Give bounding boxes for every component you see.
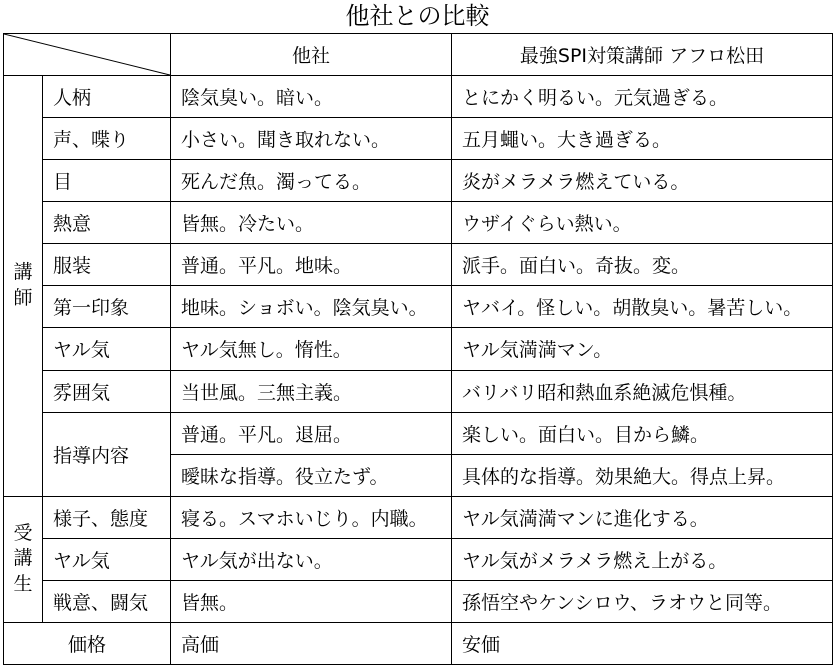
group-label-instructor: 講 師 xyxy=(4,76,43,497)
price-competitor: 高価 xyxy=(171,622,452,664)
table-row xyxy=(4,76,833,118)
us-cell: 五月蠅い。大き過ぎる。 xyxy=(452,118,833,160)
competitor-cell: 当世風。三無主義。 xyxy=(171,370,452,412)
competitor-cell: 陰気臭い。暗い。 xyxy=(171,76,452,118)
us-cell: とにかく明るい。元気過ぎる。 xyxy=(452,76,833,118)
us-cell: 派手。面白い。奇抜。変。 xyxy=(452,244,833,286)
us-cell: ヤバイ。怪しい。胡散臭い。暑苦しい。 xyxy=(452,286,833,328)
price-row xyxy=(4,622,833,664)
table-row xyxy=(4,328,833,370)
row-label: 戦意、闘気 xyxy=(43,580,171,622)
row-label: ヤル気 xyxy=(43,328,171,370)
diagonal-line xyxy=(4,34,170,75)
competitor-cell: ヤル気が出ない。 xyxy=(171,538,452,580)
competitor-cell: 寝る。スマホいじり。内職。 xyxy=(171,496,452,538)
column-header-competitor: 他社 xyxy=(171,34,452,76)
us-cell: 孫悟空やケンシロウ、ラオウと同等。 xyxy=(452,580,833,622)
us-cell: 具体的な指導。効果絶大。得点上昇。 xyxy=(452,454,833,496)
us-cell: ヤル気がメラメラ燃え上がる。 xyxy=(452,538,833,580)
price-us: 安価 xyxy=(452,622,833,664)
us-cell: ヤル気満満マンに進化する。 xyxy=(452,496,833,538)
table-row xyxy=(4,580,833,622)
table-row xyxy=(4,118,833,160)
corner-cell xyxy=(4,34,171,76)
us-cell: ヤル気満満マン。 xyxy=(452,328,833,370)
price-label: 価格 xyxy=(4,622,171,664)
table-row xyxy=(4,286,833,328)
competitor-cell: 普通。平凡。退屈。 xyxy=(171,412,452,454)
row-label: 服装 xyxy=(43,244,171,286)
table-row xyxy=(4,496,833,538)
us-cell: 楽しい。面白い。目から鱗。 xyxy=(452,412,833,454)
us-cell: 炎がメラメラ燃えている。 xyxy=(452,160,833,202)
comparison-table xyxy=(3,33,833,665)
group-label-students: 受 講 生 xyxy=(4,496,43,622)
us-cell: バリバリ昭和熱血系絶滅危惧種。 xyxy=(452,370,833,412)
row-label: 指導内容 xyxy=(43,412,171,496)
table-row xyxy=(4,370,833,412)
competitor-cell: ヤル気無し。惰性。 xyxy=(171,328,452,370)
row-label: 熱意 xyxy=(43,202,171,244)
competitor-cell: 地味。ショボい。陰気臭い。 xyxy=(171,286,452,328)
row-label: 様子、態度 xyxy=(43,496,171,538)
row-label: 声、喋り xyxy=(43,118,171,160)
us-cell: ウザイぐらい熱い。 xyxy=(452,202,833,244)
table-row xyxy=(4,244,833,286)
competitor-cell: 皆無。冷たい。 xyxy=(171,202,452,244)
row-label: 目 xyxy=(43,160,171,202)
table-row xyxy=(4,538,833,580)
competitor-cell: 普通。平凡。地味。 xyxy=(171,244,452,286)
row-label: ヤル気 xyxy=(43,538,171,580)
table-row xyxy=(4,412,833,454)
competitor-cell: 死んだ魚。濁ってる。 xyxy=(171,160,452,202)
row-label: 雰囲気 xyxy=(43,370,171,412)
table-row xyxy=(4,160,833,202)
row-label: 第一印象 xyxy=(43,286,171,328)
table-row xyxy=(4,202,833,244)
row-label: 人柄 xyxy=(43,76,171,118)
column-header-us: 最強SPI対策講師 アフロ松田 xyxy=(452,34,833,76)
competitor-cell: 小さい。聞き取れない。 xyxy=(171,118,452,160)
competitor-cell: 曖昧な指導。役立たず。 xyxy=(171,454,452,496)
page-title: 他社との比較 xyxy=(345,2,490,30)
competitor-cell: 皆無。 xyxy=(171,580,452,622)
header-row xyxy=(4,34,833,76)
